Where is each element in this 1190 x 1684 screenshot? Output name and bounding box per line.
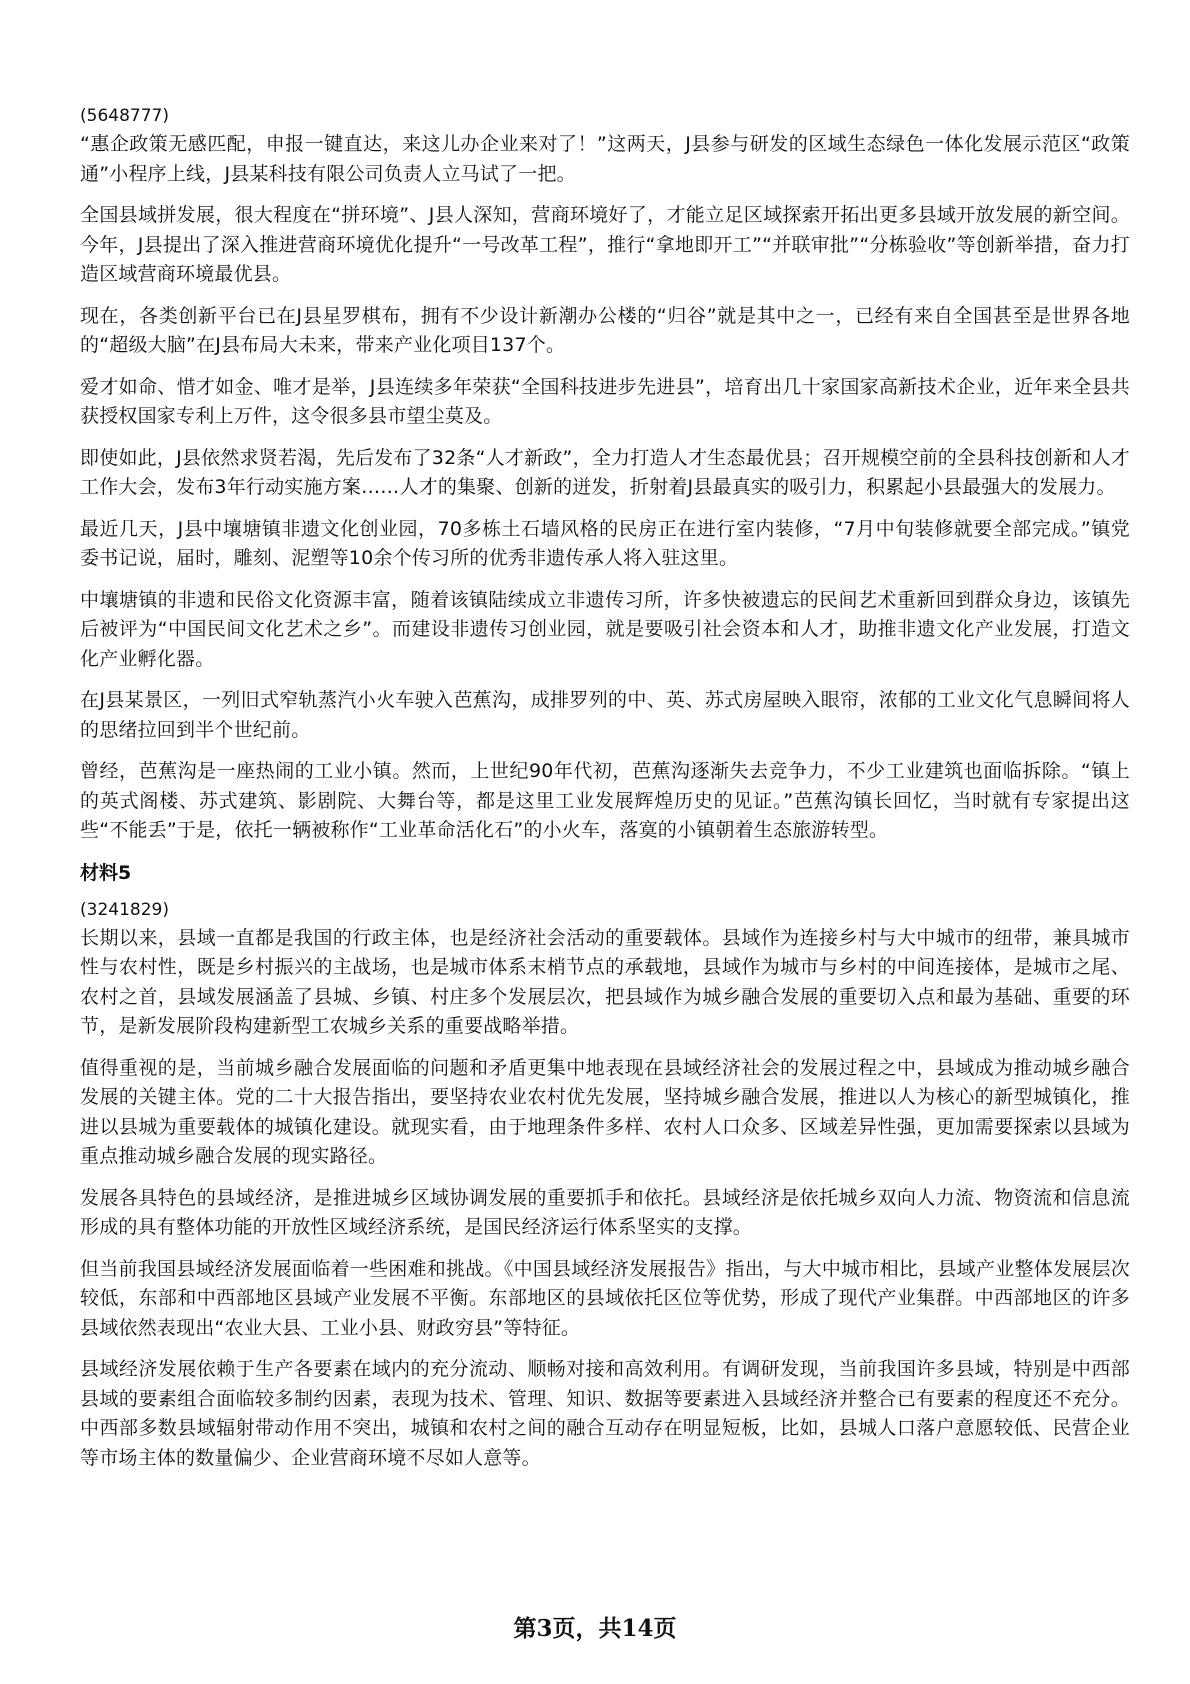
paragraph: 最近几天，J县中壤塘镇非遗文化创业园，70多栋土石墙风格的民房正在进行室内装修，“7月中旬装修就要全部完成。”镇党委书记说，届时，雕刻、泥塑等10余个传习所的优秀非遗传承人将入驻这里。 [80, 517, 1130, 569]
paragraph: 县域经济发展依赖于生产各要素在域内的充分流动、顺畅对接和高效利用。有调研发现，当前我国许多县域，特别是中西部县域的要素组合面临较多制约因素，表现为技术、管理、知识、数据等要素进入县域经济并整合已有要素的程度还不充分。中西部多数县域辐射带动作用不突出，城镇和农村之间的融合互动存在明显短板，比如，县城人口落户意愿较低、民营企业等市场主体的数量偏少、企业营商环境不尽如人意等。 [80, 1358, 1130, 1469]
paragraph: 现在，各类创新平台已在J县星罗棋布，拥有不少设计新潮办公楼的“归谷”就是其中之一，已经有来自全国甚至是世界各地的“超级大脑”在J县布局大未来，带来产业化项目137个。 [80, 304, 1130, 356]
page-content [80, 102, 1130, 1485]
paragraph: 在J县某景区，一列旧式窄轨蒸汽小火车驶入芭蕉沟，成排罗列的中、英、苏式房屋映入眼帘，浓郁的工业文化气息瞬间将人的思绪拉回到半个世纪前。 [80, 689, 1130, 741]
paragraph: 长期以来，县域一直都是我国的行政主体，也是经济社会活动的重要载体。县域作为连接乡村与大中城市的纽带，兼具城市性与农村性，既是乡村振兴的主战场，也是城市体系末梢节点的承载地，县域作为城市与乡村的中间连接体，是城市之尾、农村之首，县域发展涵盖了县城、乡镇、村庄多个发展层次，把县域作为城乡融合发展的重要切入点和最为基础、重要的环节，是新发展阶段构建新型工农城乡关系的重要战略举措。 [80, 926, 1130, 1037]
material-heading: 材料5 [80, 861, 132, 884]
paragraph: 曾经，芭蕉沟是一座热闹的工业小镇。然而，上世纪90年代初，芭蕉沟逐渐失去竞争力，不少工业建筑也面临拆除。“镇上的英式阁楼、苏式建筑、影剧院、大舞台等，都是这里工业发展辉煌历史的见证。”芭蕉沟镇长回忆，当时就有专家提出这些“不能丢”于是，依托一辆被称作“工业革命活化石”的小火车，落寞的小镇朝着生态旅游转型。 [80, 760, 1130, 841]
page-number-footer: 第3页，共14页 [513, 1615, 677, 1642]
paragraph: 值得重视的是，当前城乡融合发展面临的问题和矛盾更集中地表现在县域经济社会的发展过程之中，县域成为推动城乡融合发展的关键主体。党的二十大报告指出，要坚持农业农村优先发展，坚持城乡融合发展，推进以人为核心的新型城镇化，推进以县城为重要载体的城镇化建设。就现实看，由于地理条件多样、农村人口众多、区域差异性强，更加需要探索以县域为重点推动城乡融合发展的现实路径。 [80, 1056, 1130, 1167]
paragraph: 发展各具特色的县域经济，是推进城乡区域协调发展的重要抓手和依托。县域经济是依托城乡双向人力流、物资流和信息流形成的具有整体功能的开放性区域经济系统，是国民经济运行体系坚实的支撑。 [80, 1186, 1130, 1238]
paragraph: 中壤塘镇的非遗和民俗文化资源丰富，随着该镇陆续成立非遗传习所，许多快被遗忘的民间艺术重新回到群众身边，该镇先后被评为“中国民间文化艺术之乡”。而建设非遗传习创业园，就是要吸引社会资本和人才，助推非遗文化产业发展，打造文化产业孵化器。 [80, 588, 1130, 670]
paragraph: 即使如此，J县依然求贤若渴，先后发布了32条“人才新政”，全力打造人才生态最优县；召开规模空前的全县科技创新和人才工作大会，发布3年行动实施方案……人才的集聚、创新的迸发，折射着J县最真实的吸引力，积累起小县最强大的发展力。 [80, 446, 1130, 498]
paragraph: 爱才如命、惜才如金、唯才是举，J县连续多年荣获“全国科技进步先进县”，培育出几十家国家高新技术企业，近年来全县共获授权国家专利上万件，这令很多县市望尘莫及。 [80, 375, 1130, 427]
paragraph: “惠企政策无感匹配，申报一键直达，来这儿办企业来对了！”这两天，J县参与研发的区域生态绿色一体化发展示范区“政策通”小程序上线，J县某科技有限公司负责人立马试了一把。 [80, 133, 1130, 185]
material-code: (3241829) [80, 899, 169, 920]
paragraph: 但当前我国县域经济发展面临着一些困难和挑战。《中国县域经济发展报告》指出，与大中城市相比，县域产业整体发展层次较低，东部和中西部地区县域产业发展不平衡。东部地区的县域依托区位等优势，形成了现代产业集群。中西部地区的许多县域依然表现出“农业大县、工业小县、财政穷县”等特征。 [80, 1257, 1130, 1339]
material-code: (5648777) [80, 106, 169, 126]
paragraph: 全国县域拼发展，很大程度在“拼环境”、J县人深知，营商环境好了，才能立足区域探索开拓出更多县域开放发展的新空间。今年，J县提出了深入推进营商环境优化提升“一号改革工程”，推行“拿地即开工”“并联审批”“分栋验收”等创新举措，奋力打造区域营商环境最优县。 [80, 204, 1130, 285]
